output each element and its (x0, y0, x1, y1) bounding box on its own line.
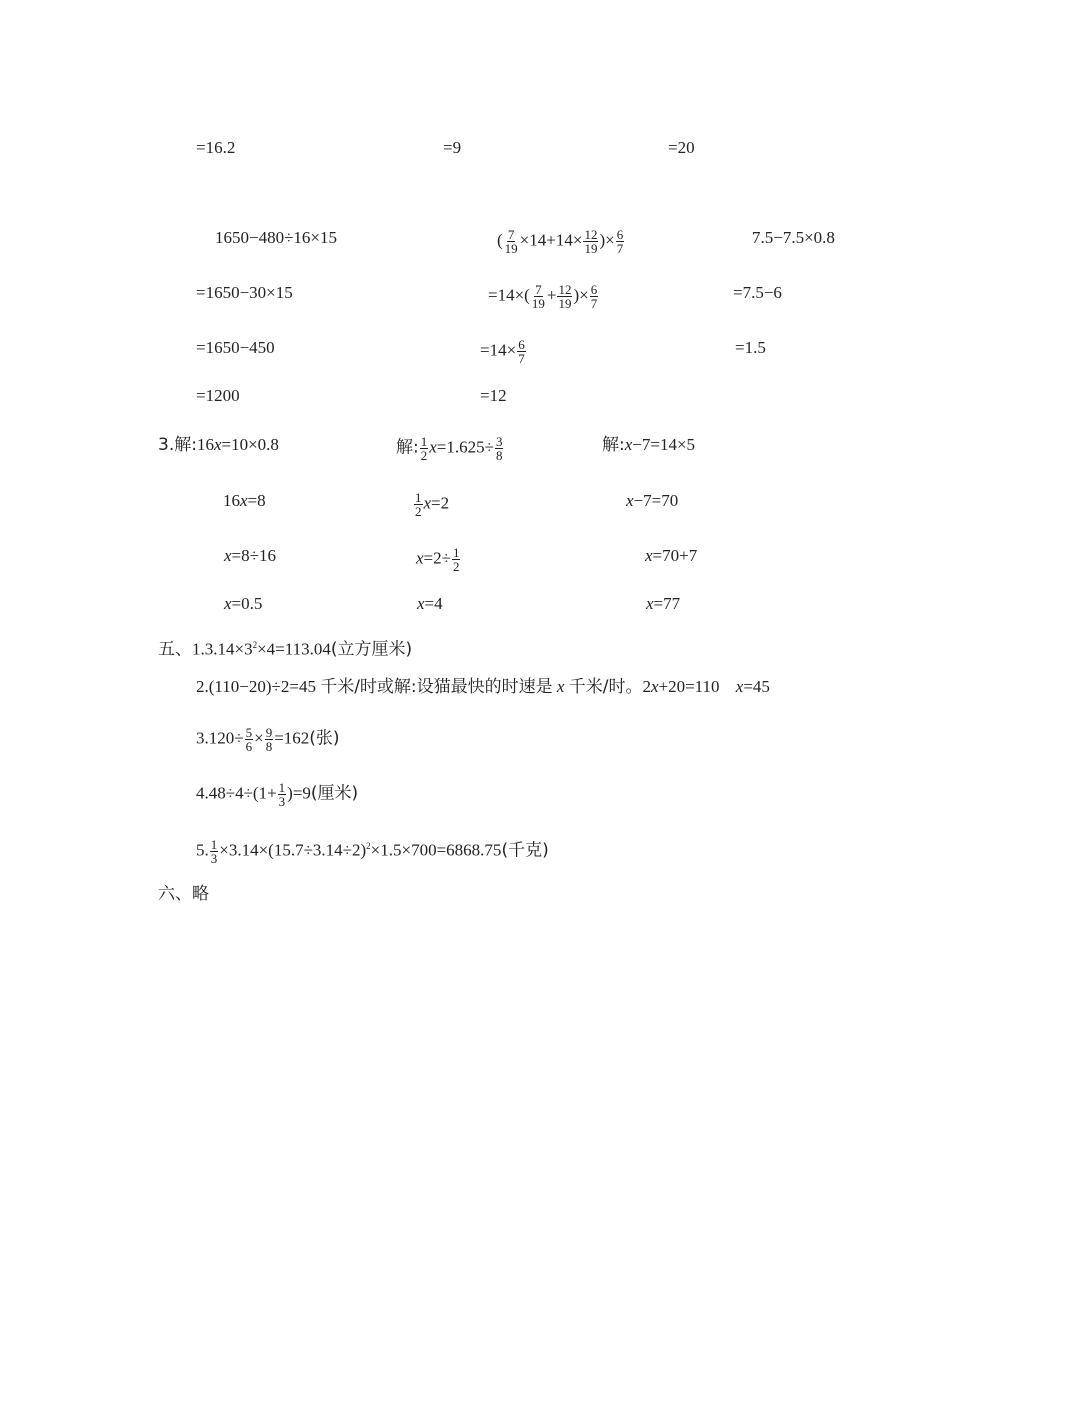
fraction (495, 435, 504, 462)
denominator: 2 (420, 448, 428, 463)
denominator: 7 (590, 296, 598, 311)
fraction (245, 726, 254, 753)
calc2-line2 (488, 283, 599, 310)
exponent: 2 (366, 841, 371, 851)
text: =10×0.8 (221, 435, 279, 454)
variable: x (645, 546, 653, 565)
calc3-line2: =7.5−6 (733, 283, 782, 302)
text: × (254, 728, 264, 748)
unit: (张) (309, 728, 340, 749)
fraction (517, 338, 526, 365)
denominator: 3 (278, 794, 286, 809)
denominator: 6 (245, 739, 253, 754)
fraction (590, 283, 599, 310)
text: =45 (743, 677, 770, 696)
eq2-line3 (416, 546, 461, 573)
unit: (立方厘米) (330, 639, 413, 660)
denominator: 8 (495, 448, 503, 463)
result-2: =9 (443, 138, 462, 157)
variable: x (646, 594, 654, 613)
fraction (210, 838, 219, 865)
denominator: 3 (210, 851, 218, 867)
calc2-line3 (480, 338, 527, 365)
five-q4 (196, 781, 358, 808)
numerator: 1 (278, 780, 286, 795)
five-q5 (196, 836, 549, 865)
text: =0.5 (231, 594, 263, 613)
numerator: 12 (558, 282, 572, 297)
fraction (265, 726, 274, 753)
six-heading: 六、略 (158, 884, 209, 904)
fraction (452, 546, 461, 573)
variable: x (417, 594, 425, 613)
text: =14× (480, 340, 517, 360)
denominator: 19 (584, 241, 598, 256)
calc1-line2: =1650−30×15 (196, 283, 293, 302)
variable: x (624, 435, 633, 454)
text: =162 (274, 728, 310, 748)
variable: x (556, 677, 565, 696)
text: 16 (223, 491, 240, 510)
numerator: 5 (245, 725, 253, 740)
denominator: 19 (558, 296, 572, 311)
numerator: 3 (495, 434, 503, 449)
eq3-line3 (645, 546, 697, 566)
numerator: 7 (507, 227, 515, 242)
variable: x (626, 491, 634, 510)
text: =8÷16 (231, 546, 276, 565)
text: +20=110 (658, 677, 720, 696)
calc2-line1 (497, 228, 625, 255)
text: 3.解: (158, 435, 197, 455)
eq1-line3 (224, 546, 276, 566)
text: )× (573, 285, 589, 305)
numerator: 1 (210, 837, 218, 853)
unit: (千克) (501, 840, 549, 861)
text: −7=70 (633, 491, 679, 510)
text: )× (599, 230, 615, 250)
calc3-line3: =1.5 (735, 338, 766, 357)
numerator: 1 (452, 545, 460, 560)
exponent: 2 (252, 640, 258, 650)
numerator: 9 (265, 725, 273, 740)
text: −7=14×5 (632, 435, 696, 454)
eq2-line4 (417, 594, 443, 614)
text: =4 (424, 594, 443, 613)
calc3-line1: 7.5−7.5×0.8 (752, 228, 835, 247)
variable: x (650, 677, 659, 696)
result-3: =20 (668, 138, 695, 157)
five-q1 (158, 635, 412, 660)
text: =1.625÷ (436, 437, 494, 457)
numerator: 6 (590, 282, 598, 297)
text: 解: (602, 435, 625, 455)
numerator: 1 (420, 434, 428, 449)
text: 千米/时或解:设猫最快的时速是 (320, 677, 553, 697)
unit: (厘米) (310, 783, 359, 804)
eq3-line4 (646, 594, 680, 614)
text: 解: (396, 437, 419, 458)
text: 千米/时。 (568, 677, 643, 697)
text: 4.48÷4÷(1+ (196, 783, 277, 803)
section-heading: 五、 (158, 639, 192, 660)
text: =77 (653, 594, 681, 613)
text: =8 (247, 491, 266, 510)
variable: x (416, 548, 424, 568)
text: ×14+14× (519, 230, 583, 250)
text: 2.(110−20)÷2=45 (196, 677, 316, 696)
fraction (583, 228, 598, 255)
text: 1.3.14×3 (192, 639, 253, 659)
fraction (557, 283, 572, 310)
denominator: 19 (504, 241, 518, 256)
variable: x (224, 594, 232, 613)
text: =2÷ (423, 548, 451, 568)
variable: x (240, 491, 248, 510)
denominator: 2 (415, 504, 422, 519)
variable: x (429, 437, 437, 457)
variable: x (224, 546, 232, 565)
fraction (531, 283, 546, 310)
eq3-line1 (602, 435, 695, 455)
five-q3 (196, 726, 340, 753)
text: 16 (196, 435, 214, 454)
variable: x (213, 435, 222, 454)
fraction (414, 491, 423, 518)
calc1-line3: =1650−450 (196, 338, 275, 357)
five-q2 (196, 677, 770, 697)
denominator: 7 (616, 241, 624, 256)
numerator: 6 (518, 337, 525, 352)
numerator: 12 (584, 227, 598, 242)
text: =14×( (488, 285, 530, 305)
fraction (616, 228, 625, 255)
variable: x (423, 493, 432, 513)
text: 2 (642, 677, 651, 696)
variable: x (735, 677, 744, 696)
denominator: 2 (452, 559, 460, 574)
eq1-line4 (224, 594, 262, 614)
denominator: 7 (518, 351, 525, 366)
text: )=9 (287, 783, 311, 803)
text: ×3.14×(15.7÷3.14÷2) (219, 840, 367, 860)
calc1-line4: =1200 (196, 386, 240, 405)
text: + (546, 285, 557, 305)
numerator: 1 (415, 490, 422, 505)
denominator: 19 (531, 296, 545, 311)
text: =70+7 (652, 546, 698, 565)
numerator: 6 (616, 227, 624, 242)
fraction (420, 435, 429, 462)
eq1-line2 (223, 491, 266, 511)
text: ×4=113.04 (257, 639, 331, 659)
eq3-line2 (626, 491, 678, 511)
result-1: =16.2 (196, 138, 236, 157)
text: =2 (431, 493, 450, 513)
fraction (504, 228, 519, 255)
text: 5. (196, 840, 209, 860)
text: ×1.5×700=6868.75 (370, 840, 502, 860)
calc1-line1: 1650−480÷16×15 (215, 228, 338, 247)
calc2-line4: =12 (480, 386, 507, 405)
denominator: 8 (265, 739, 273, 754)
fraction (278, 781, 287, 808)
eq2-line2 (413, 491, 449, 518)
numerator: 7 (535, 282, 542, 297)
text: ( (497, 230, 503, 250)
eq1-line1 (158, 435, 279, 455)
eq2-line1 (396, 435, 504, 462)
text: 3.120÷ (196, 728, 244, 748)
